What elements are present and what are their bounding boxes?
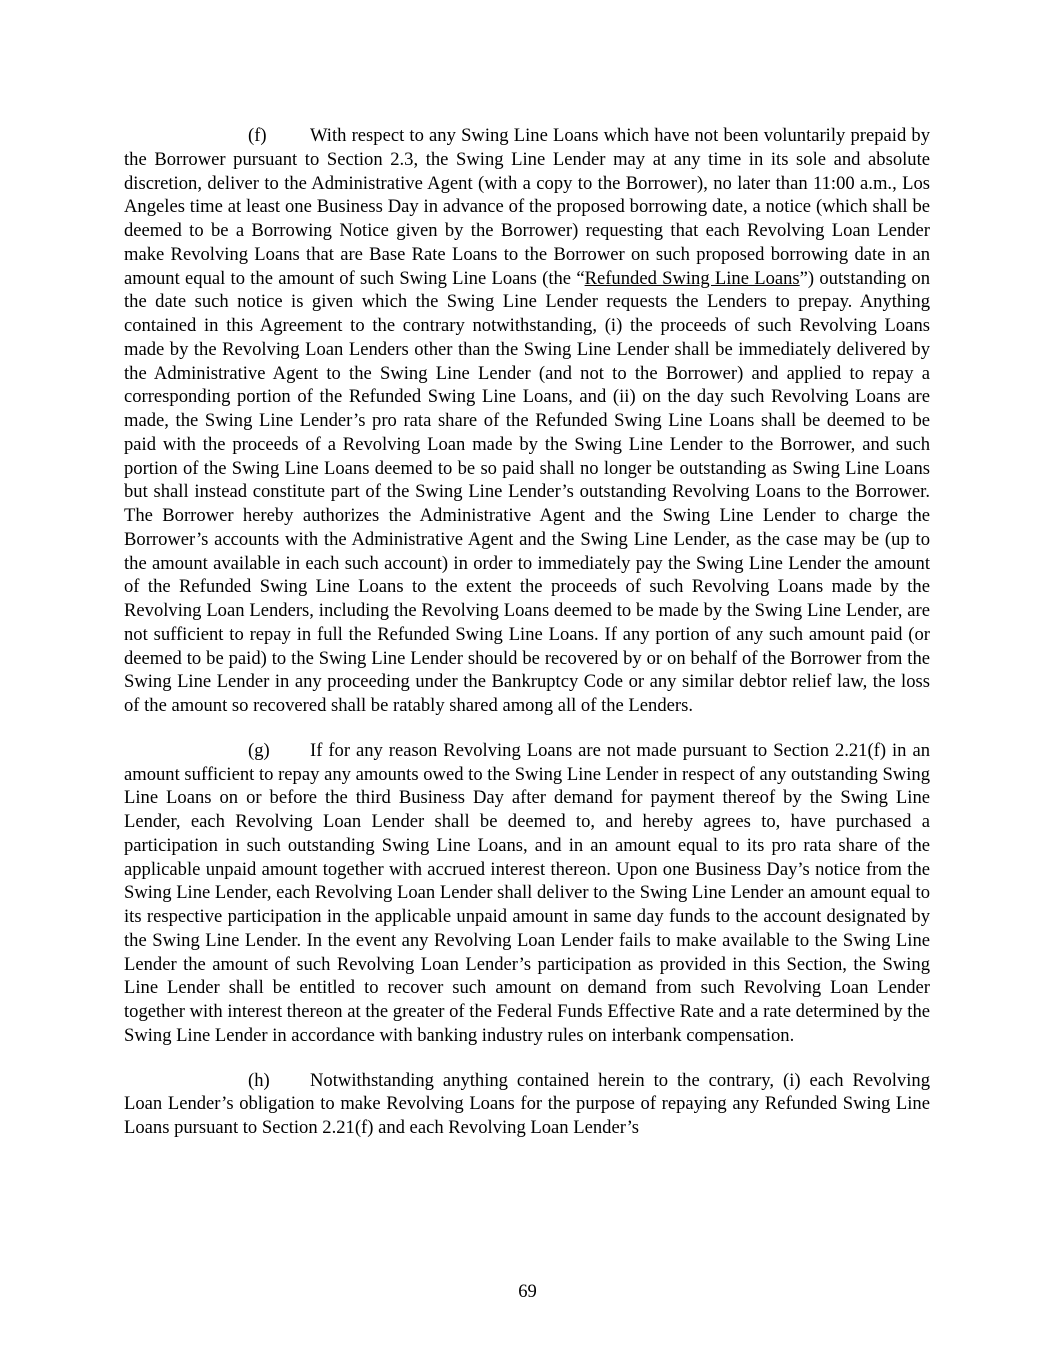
paragraph-g-text: If for any reason Revolving Loans are not made pursuant to Section 2.21(f) in an amount sufficient to repay any amounts owed to the Swing Line Lender in respect of any outstanding Swing Line Loans on or before the third Business Day after demand for payment thereof by the Swing Line Lender, each Revolving Loan Lender shall be deemed to, and hereby agrees to, have purchased a participation in such outstanding Swing Line Loans, and in an amount equal to its pro rata share of the applicable unpaid amount together with accrued interest thereon. Upon one Business Day’s notice from the Swing Line Lender, each Revolving Loan Lender shall deliver to the Swing Line Lender an amount equal to its respective participation in the applicable unpaid amount in same day funds to the account designated by the Swing Line Lender. In the event any Revolving Loan Lender fails to make available to the Swing Line Lender the amount of such Revolving Loan Lender’s participation as provided in this Section, the Swing Line Lender shall be entitled to recover such amount on demand from such Revolving Loan Lender together with interest thereon at the greater of the Federal Funds Effective Rate and a rate determined by the Swing Line Lender in accordance with banking industry rules on interbank compensation. [124,739,930,1046]
paragraph-g [124,739,930,1048]
document-page [124,124,930,1161]
paragraph-f-text-before: With respect to any Swing Line Loans which have not been voluntarily prepaid by the Borrower pursuant to Section 2.3, the Swing Line Lender may at any time in its sole and absolute discretion, deliver to the Administrative Agent (with a copy to the Borrower), no later than 11:00 a.m., Los Angeles time at least one Business Day in advance of the proposed borrowing date, a notice (which shall be deemed to be a Borrowing Notice given by the Borrower) requesting that each Revolving Loan Lender make Revolving Loans that are Base Rate Loans to the Borrower on such proposed borrowing date in an amount equal to the amount of such Swing Line Loans (the “ [124,125,930,289]
page-number: 69 [518,1281,537,1302]
paragraph-f [124,124,930,718]
paragraph-f-text-after: ”) outstanding on the date such notice is given which the Swing Line Lender requests the Lenders to prepay. Anything contained in this Agreement to the contrary notwithstanding, (i) the proceeds of such Revolving Loans made by the Revolving Loan Lenders other than the Swing Line Lender shall be immediately delivered by the Administrative Agent to the Swing Line Lender (and not to the Borrower) and applied to repay a corresponding portion of the Refunded Swing Line Loans, and (ii) on the day such Revolving Loans are made, the Swing Line Lender’s pro rata share of the Refunded Swing Line Loans shall be deemed to be paid with the proceeds of a Revolving Loan made by the Swing Line Lender to the Borrower, and such portion of the Swing Line Loans deemed to be so paid shall no longer be outstanding as Swing Line Loans but shall instead constitute part of the Swing Line Lender’s outstanding Revolving Loans to the Borrower. The Borrower hereby authorizes the Administrative Agent and the Swing Line Lender to charge the Borrower’s accounts with the Administrative Agent and the Swing Line Lender, as the case may be (up to the amount available in each such account) in order to immediately pay the Swing Line Lender the amount of the Refunded Swing Line Loans to the extent the proceeds of such Revolving Loans made by the Revolving Loan Lenders, including the Revolving Loans deemed to be made by the Swing Line Lender, are not sufficient to repay in full the Refunded Swing Line Loans. If any portion of any such amount paid (or deemed to be paid) to the Swing Line Lender should be recovered by or on behalf of the Borrower from the Swing Line Lender in any proceeding under the Bankruptcy Code or any similar debtor relief law, the loss of the amount so recovered shall be ratably shared among all of the Lenders. [124,267,930,716]
paragraph-h-label: (h) [248,1069,270,1091]
paragraph-h [124,1069,930,1140]
defined-term-refunded-swing-line-loans: Refunded Swing Line Loans [584,267,800,289]
paragraph-f-label: (f) [248,125,267,146]
paragraph-h-text: Notwithstanding anything contained herein to the contrary, (i) each Revolving Loan Lender’s obligation to make Revolving Loans for the purpose of repaying any Refunded Swing Line Loans pursuant to Section 2.21(f) and each Revolving Loan Lender’s [124,1069,930,1138]
paragraph-g-label: (g) [248,739,270,761]
